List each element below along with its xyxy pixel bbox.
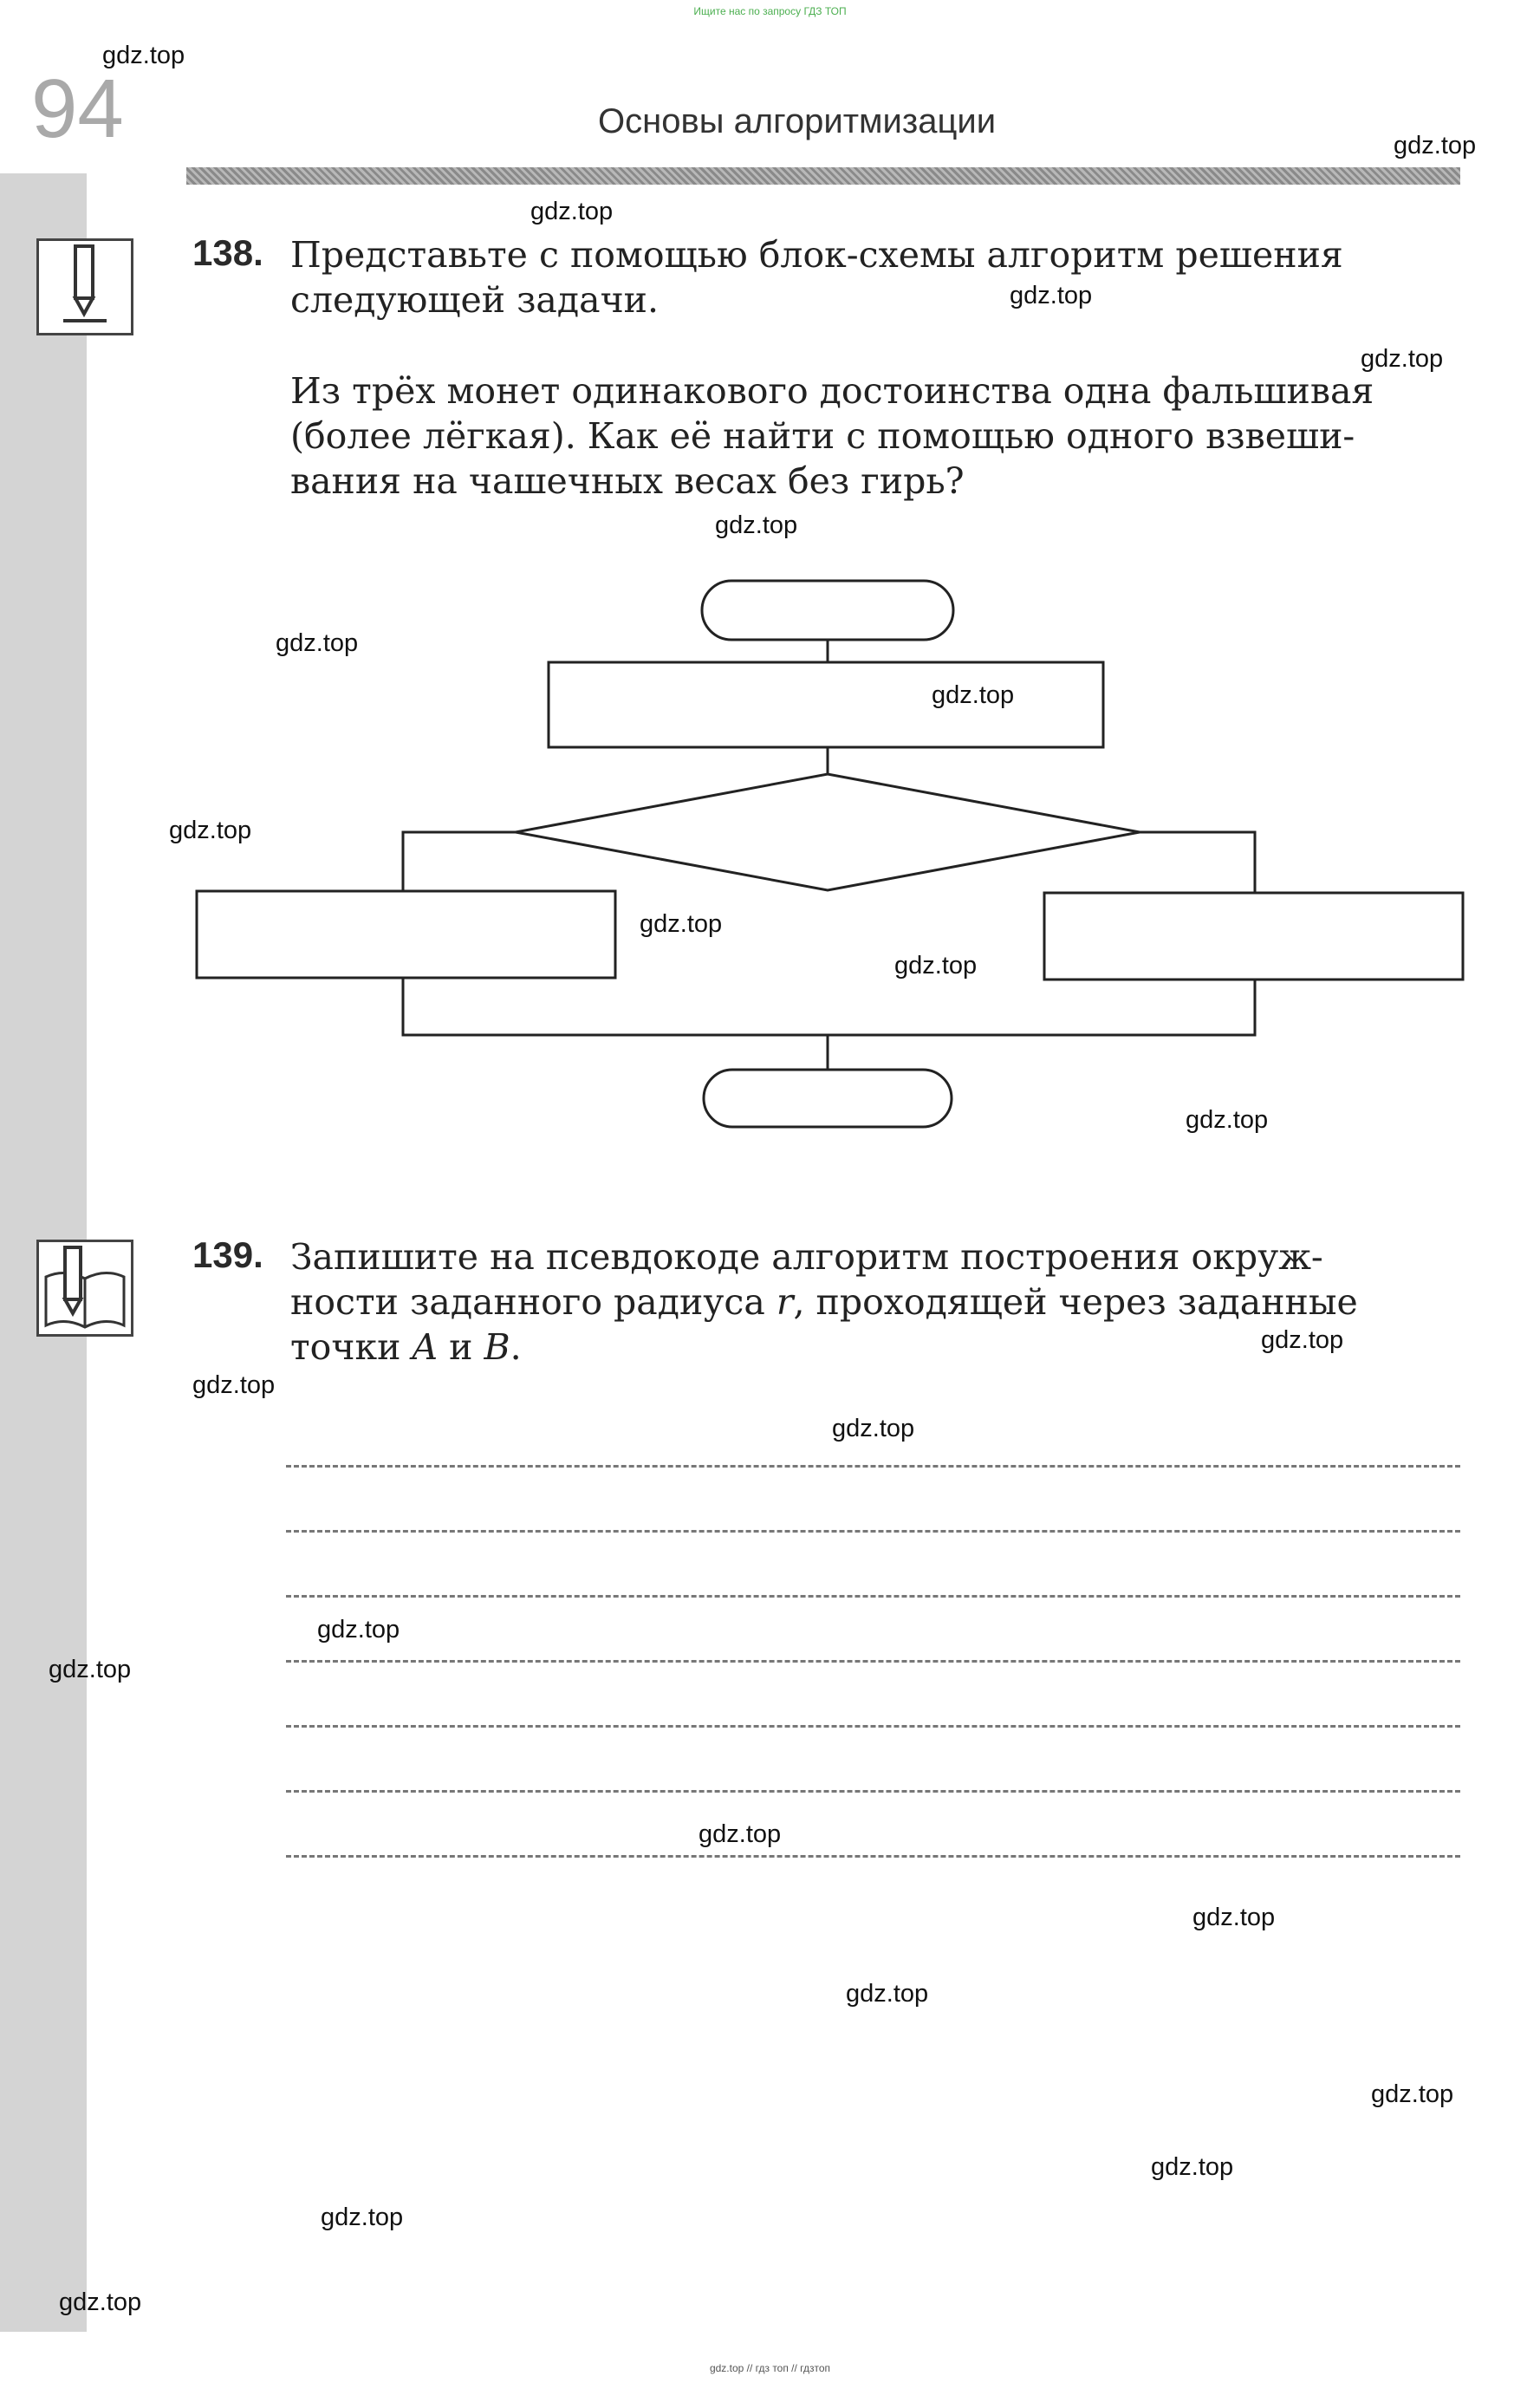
watermark: gdz.top — [1186, 1106, 1269, 1134]
flow-line-decision-left — [403, 832, 516, 891]
var-b: B — [484, 1326, 510, 1368]
task-139-line-3-end: . — [510, 1326, 522, 1368]
var-a: A — [412, 1326, 439, 1368]
watermark: gdz.top — [1151, 2153, 1234, 2181]
answer-line[interactable] — [286, 1595, 1460, 1598]
watermark: gdz.top — [640, 910, 723, 938]
watermark: gdz.top — [1192, 1904, 1276, 1931]
answer-line[interactable] — [286, 1530, 1460, 1533]
flow-start-terminal — [702, 581, 953, 640]
task-138-line-2: следующей задачи. — [290, 279, 660, 321]
watermark: gdz.top — [192, 1371, 276, 1399]
task-138-problem-line-1: Из трёх монет одинакового достоинства одна фальшивая — [290, 370, 1374, 412]
task-138-number: 138. — [192, 232, 263, 273]
watermark: gdz.top — [1394, 132, 1477, 159]
flow-line-merge — [403, 978, 1255, 1035]
flow-left-action-box — [197, 891, 615, 978]
watermark: gdz.top — [276, 629, 359, 657]
watermark: gdz.top — [1261, 1326, 1344, 1354]
flow-end-terminal — [704, 1070, 952, 1127]
watermark: gdz.top — [894, 952, 978, 980]
task-139-line-2 — [290, 1279, 1460, 1325]
answer-line[interactable] — [286, 1465, 1460, 1468]
pencil-book-icon — [36, 1240, 133, 1337]
page-number: 94 — [31, 62, 124, 155]
task-139-line-2-a: ности заданного радиуса — [290, 1281, 776, 1323]
watermark: gdz.top — [1361, 345, 1444, 373]
task-139-number: 139. — [192, 1234, 263, 1275]
task-138-problem-line-2: (более лёгкая). Как её найти с помощью одного взвеши- — [290, 415, 1355, 457]
watermark: gdz.top — [932, 681, 1015, 709]
answer-line[interactable] — [286, 1790, 1460, 1793]
watermark: gdz.top — [321, 2203, 404, 2231]
var-r: r — [776, 1281, 794, 1323]
watermark: gdz.top — [832, 1415, 915, 1442]
flow-right-action-box — [1044, 893, 1463, 980]
watermark: gdz.top — [530, 198, 614, 225]
flow-decision-diamond — [516, 774, 1140, 890]
watermark: gdz.top — [1010, 282, 1093, 309]
task-138-line-1: Представьте с помощью блок-схемы алгоритм решения — [290, 234, 1343, 276]
watermark: gdz.top — [1371, 2080, 1454, 2108]
answer-line[interactable] — [286, 1725, 1460, 1728]
watermark: gdz.top — [317, 1616, 400, 1644]
flow-process-box — [549, 662, 1103, 747]
task-139-line-2-b: , проходящей через заданные — [793, 1281, 1358, 1323]
task-139-line-1: Запишите на псевдокоде алгоритм построения окруж- — [290, 1236, 1323, 1278]
watermark: gdz.top — [49, 1656, 132, 1683]
task-138-problem-line-3: вания на чашечных весах без гирь? — [290, 460, 965, 502]
watermark: gdz.top — [169, 817, 252, 844]
bottom-note: gdz.top // гдз топ // гдзтоп — [709, 2362, 831, 2374]
running-title: Основы алгоритмизации — [598, 102, 997, 140]
answer-line[interactable] — [286, 1855, 1460, 1858]
flow-line-decision-right — [1140, 832, 1255, 893]
watermark: gdz.top — [715, 511, 798, 539]
task-139-line-3-a: точки — [290, 1326, 413, 1368]
watermark: gdz.top — [59, 2288, 142, 2316]
watermark: gdz.top — [699, 1820, 782, 1848]
top-note: Ищите нас по запросу ГДЗ ТОП — [693, 5, 847, 17]
watermark: gdz.top — [846, 1980, 929, 2008]
answer-line[interactable] — [286, 1660, 1460, 1663]
task-139-line-3-mid: и — [438, 1326, 484, 1368]
watermark: gdz.top — [102, 42, 185, 69]
